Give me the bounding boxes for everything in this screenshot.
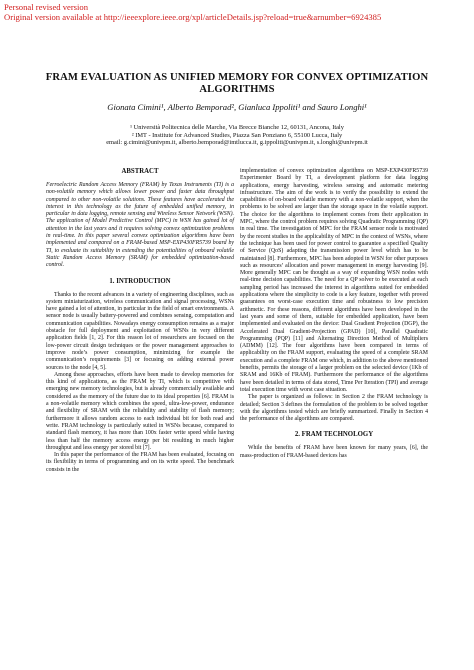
intro-paragraph-3: In this paper the performance of the FRAM has been evaluated, focusing on its flexibility in terms of programming and on its write speed. The benchmark consists in the (46, 452, 234, 473)
abstract-heading: ABSTRACT (121, 168, 159, 175)
left-column (46, 168, 234, 474)
banner-line-2[interactable]: Original version available at http://ieeexplore.ieee.org/xpl/articleDetails.jsp?reload=true&arnumber=6924385 (4, 12, 382, 22)
fram-technology-heading: 2. FRAM TECHNOLOGY (294, 431, 374, 439)
affiliation-2: ² IMT - Institute for Advanced Studies, Piazza San Ponziano 6, 55100 Lucca, Italy (131, 131, 343, 139)
title-line-2: ALGORITHMS (199, 84, 275, 95)
introduction-heading: 1. INTRODUCTION (109, 277, 171, 285)
affiliation-email: email: g.cimini@univpm.it, alberto.bemporad@imtlucca.it, g.ippoliti@univpm.it, s.longhi@univpm.it (106, 139, 368, 147)
right-column (240, 168, 428, 460)
abstract-text: Ferroelectric Random Access Memory (FRAM) by Texas Instruments (TI) is a non-volatile memory which allows lower power and faster data throughput compared to other non-volatile solutions. These features have accelerated the interest in this technology as the future of embedded unified memory, in particular in data logging, remote sensing and Wireless Sensor Network (WSN). The application of Model Predictive Control (MPC) in WSN has gained lot of attention in the last years and it requires solving convex optimization problems in real-time. In this paper several convex optimization algorithms have been implemented and compared on a FRAM-based MSP-EXP430FR5739 board by TI, to evaluate its suitability in extending the potentialities of onboard volatile Static Random Access Memory (SRAM) for embedded optimization-based control. (46, 182, 234, 269)
fram-paragraph-1: While the benefits of FRAM have been known for many years, [6], the mass-production of FRAM-based devices has (240, 445, 428, 459)
intro-paragraph-2: Among these approaches, efforts have been made to develop memories for this kind of applications, as the FRAM by TI, which is competitive with emerging new memory technologies, but is already commercially available and considered as the memory of the future due to its ideal properties [6]. FRAM is a non-volatile memory which combines the speed, ultra-low-power, endurance and flexibility of SRAM with the reliability and stability of flash memory; furthermore it allows random access to each individual bit for both read and write. FRAM technology is particularly suited in WSNs because, compared to standard flash memory, it has more than 100x faster write speed while having less than half the memory access energy per bit resulting in much higher throughput and less energy per stored bit [7]. (46, 371, 234, 451)
intro-paragraph-1: Thanks to the recent advances in a variety of engineering disciplines, such as system miniaturization, wireless communication and signal processing, WSNs have gained a lot of attention, in particular in the field of smart environments. A sensor node is usually battery-powered and combines sensing, computation and communication capabilities. Nowadays energy consumption remains as a major obstacle for full deployment and exploitation of WSNs in very different application fields [1, 2]. For this reason lot of researchers are focused on the low-power circuit design techniques or the power management approaches to improve node’s power consumption, minimizing for example the communication’s requirements [3] or focusing on adding external power sources to the node [4, 5]. (46, 291, 234, 371)
body-paragraph-1: implementation of convex optimization algorithms on MSP-EXP430FR5739 Experimenter Board by TI, a development platform for data logging applications, energy harvesting, wireless sensing and automatic metering infrastructure. The aim of the work is to verify the possibility to extend the capabilities of on-board volatile memory with a non-volatile support, when the problems to be solved are larger than the storage space in the volatile support. The choice for the algorithms to implement comes from their application in MPC, where the control problem requires solving Quadratic Programming (QP) in real time. The investigation of MPC for the FRAM sensor node is motivated by the recent studies in the applicability of MPC in the context of WSNs, where the technique has been used for power control to guarantee a specified Quality of Service (QoS) adapting the transmission power level which has to be maintained [8]. Furthermore, MPC has been adopted in WSN for other purposes such as resources’ allocation and power management in energy harvesting [9]. More generally MPC can be thought as a way of expanding WSN nodes with real-time decision capabilities. The need for a QP solver to be executed at each sampling period has increased the interest in algorithms suited for embedded applications where the simplicity to code is a key feature, together with proved guarantees on worst-case execution time and robustness to low precision arithmetic. For these reasons, different algorithms have been developed in the last years and some of them, suitable for embedded application, have been implemented and evaluated on the device: Dual Gradient Projection (DGP), the Accelerated Dual Gradient-Projection (GPAD) [10], Parallel Quadratic Programming (PQP) [11] and Alternating Direction Method of Multipliers (ADMM) [12]. The four algorithms have been compared in terms of applicability on the FRAM support, evaluating the speed of a complete SRAM execution and a complete FRAM one which, in addition to the above mentioned benefits, permits the storage of a larger problem on the selected device (1Kb of SRAM and 16Kb of FRAM). Furthermore the performance of the algorithms have been detailed in terms of data stored, Time Per Iteration (TPI) and average total execution time with worst case situation. (240, 168, 428, 393)
banner-line-1: Personal revised version (4, 2, 89, 12)
affiliations (40, 124, 434, 147)
author-list: Gionata Cimini¹, Alberto Bemporad², Gianluca Ippoliti¹ and Sauro Longhi¹ (107, 102, 367, 112)
title-line-1: FRAM EVALUATION AS UNIFIED MEMORY FOR CONVEX OPTIMIZATION (45, 72, 429, 83)
body-paragraph-2: The paper is organized as follows: in Section 2 the FRAM technology is detailed; Section 3 defines the formulation of the problem to be solved together with the algorithms tested which are briefly summarized. Finally in Section 4 the performance of the algorithms are compared. (240, 394, 428, 423)
paper-title (40, 72, 434, 96)
version-banner (4, 2, 381, 22)
affiliation-1: ¹ Università Politecnica delle Marche, Via Brecce Bianche 12, 60131, Ancona, Italy (130, 124, 344, 131)
